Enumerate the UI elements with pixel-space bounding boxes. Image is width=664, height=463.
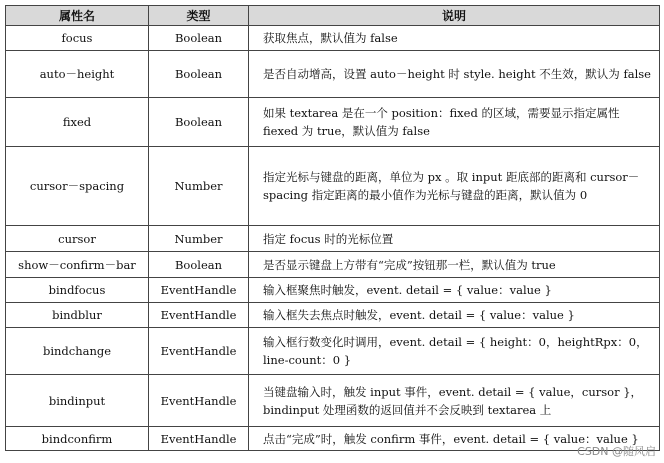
cell-type: Boolean	[149, 252, 249, 278]
attribute-table	[5, 5, 660, 451]
table-row	[6, 226, 660, 252]
cell-type: Number	[149, 147, 249, 226]
cell-description: 如果 textarea 是在一个 position：fixed 的区域，需要显示指定属性 fiexed 为 true，默认值为 false	[249, 98, 660, 147]
table-row	[6, 303, 660, 328]
cell-description: 是否显示键盘上方带有“完成”按钮那一栏，默认值为 true	[249, 252, 660, 278]
cell-attribute-name: bindinput	[6, 375, 149, 427]
cell-attribute-name: show－confirm－bar	[6, 252, 149, 278]
csdn-watermark: CSDN @随风启	[577, 445, 656, 458]
table-row	[6, 98, 660, 147]
cell-description: 输入框聚焦时触发，event. detail = { value：value }	[249, 278, 660, 303]
cell-attribute-name: auto－height	[6, 51, 149, 98]
cell-type: EventHandle	[149, 328, 249, 375]
table-row	[6, 26, 660, 51]
cell-type: Number	[149, 226, 249, 252]
table-row	[6, 51, 660, 98]
table-row	[6, 375, 660, 427]
cell-type: EventHandle	[149, 278, 249, 303]
cell-description: 输入框行数变化时调用，event. detail = { height：0，heightRpx：0，line-count：0 }	[249, 328, 660, 375]
table-header-row	[6, 6, 660, 26]
cell-type: EventHandle	[149, 427, 249, 451]
header-attribute-name: 属性名	[6, 6, 149, 26]
cell-attribute-name: bindblur	[6, 303, 149, 328]
cell-attribute-name: cursor	[6, 226, 149, 252]
cell-type: Boolean	[149, 98, 249, 147]
cell-description: 当键盘输入时，触发 input 事件，event. detail = { value，cursor }，bindinput 处理函数的返回值并不会反映到 textarea 上	[249, 375, 660, 427]
table-row	[6, 147, 660, 226]
cell-description: 输入框失去焦点时触发，event. detail = { value：value }	[249, 303, 660, 328]
cell-description: 是否自动增高，设置 auto－height 时 style. height 不生效，默认为 false	[249, 51, 660, 98]
cell-attribute-name: focus	[6, 26, 149, 51]
table-row	[6, 252, 660, 278]
cell-attribute-name: bindchange	[6, 328, 149, 375]
cell-attribute-name: cursor－spacing	[6, 147, 149, 226]
cell-attribute-name: fixed	[6, 98, 149, 147]
cell-description: 指定 focus 时的光标位置	[249, 226, 660, 252]
cell-description: 获取焦点，默认值为 false	[249, 26, 660, 51]
cell-attribute-name: bindconfirm	[6, 427, 149, 451]
cell-attribute-name: bindfocus	[6, 278, 149, 303]
cell-type: EventHandle	[149, 303, 249, 328]
header-description: 说明	[249, 6, 660, 26]
table-row	[6, 278, 660, 303]
table-row	[6, 328, 660, 375]
cell-description: 点击“完成”时，触发 confirm 事件，event. detail = { value：value }	[249, 427, 660, 451]
table-row	[6, 427, 660, 451]
cell-type: Boolean	[149, 26, 249, 51]
cell-type: EventHandle	[149, 375, 249, 427]
cell-description: 指定光标与键盘的距离，单位为 px 。取 input 距底部的距离和 cursor－spacing 指定距离的最小值作为光标与键盘的距离，默认值为 0	[249, 147, 660, 226]
cell-type: Boolean	[149, 51, 249, 98]
header-type: 类型	[149, 6, 249, 26]
